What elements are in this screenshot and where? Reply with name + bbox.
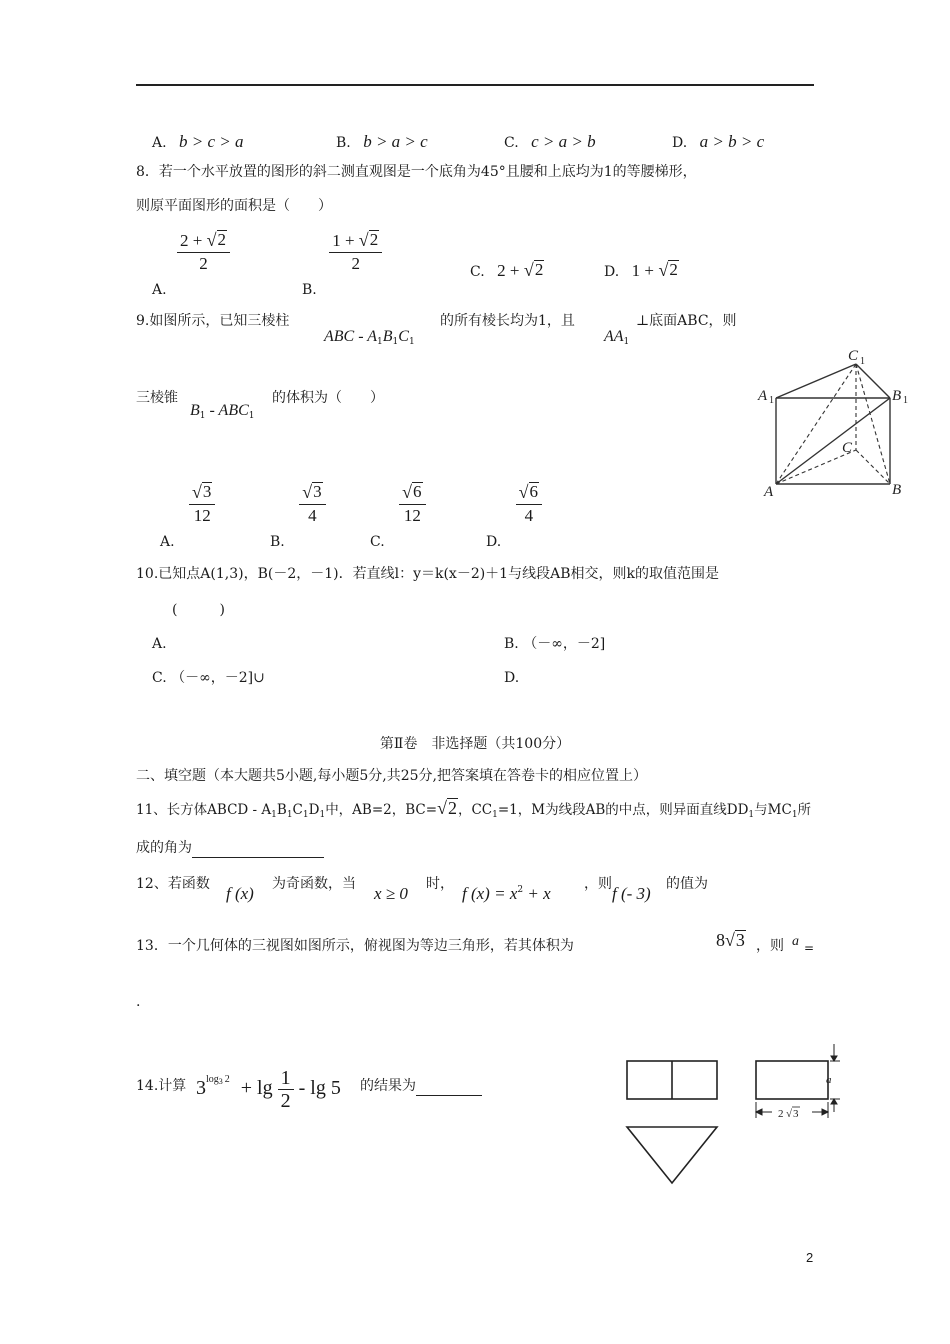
q9-prism-notation: [324, 326, 415, 347]
q12-text5: 的值为: [666, 876, 708, 892]
def-part: f (x) = x: [462, 884, 518, 903]
q14-text1: 14.计算: [136, 1078, 187, 1094]
fraction: [516, 482, 542, 526]
q13-equals: =: [804, 941, 815, 955]
edge-a1c1: [776, 364, 856, 398]
q10-option-d: D.: [504, 670, 520, 686]
edge-text: AA: [604, 328, 624, 345]
q9-stem-text5: 的体积为（ ）: [272, 390, 384, 406]
radicand: 2: [217, 230, 226, 249]
denominator: 4: [524, 506, 534, 525]
numerator-int: 2 +: [180, 231, 203, 250]
option-label: B.: [336, 135, 351, 151]
q11-text: 所: [797, 802, 812, 818]
radicand: 3: [202, 482, 212, 501]
radicand: 6: [529, 482, 539, 501]
header-rule: [136, 84, 814, 86]
sqrt: √ 6: [518, 482, 539, 502]
denominator: 12: [193, 506, 211, 525]
sqrt: √ 2: [358, 230, 379, 250]
q11-text: D: [308, 802, 320, 818]
q9-option-c: [370, 482, 426, 550]
option-label: C.: [470, 264, 485, 280]
option-label: D.: [604, 264, 620, 280]
q14-expression: [196, 1068, 341, 1111]
label-sub: 1: [860, 356, 865, 367]
sqrt: √ 2: [523, 260, 544, 280]
q12-text2: 为奇函数，当: [272, 876, 356, 892]
q11-text: ，CC: [457, 802, 493, 818]
subscript: 1: [492, 810, 498, 820]
q9-pyramid-notation: [190, 400, 255, 421]
q11-text: 11、长方体ABCD - A: [136, 802, 272, 818]
option-value: c > a > b: [531, 132, 596, 151]
q7-option-a: [152, 132, 244, 152]
q10-stem-line1: 10.已知点A(1,3)，B(－2，－1)．若直线l：y＝k(x－2)＋1与线段AB相交，则k的取值范围是: [136, 566, 719, 582]
q11-text: 与MC: [754, 802, 792, 818]
option-label: C.: [504, 135, 519, 151]
page-number: 2: [806, 1250, 814, 1265]
dim-width-radicand: 3: [793, 1108, 799, 1120]
answer-blank[interactable]: [416, 1079, 482, 1096]
subscript: 1: [248, 411, 255, 421]
q9-option-b: [270, 482, 326, 550]
q10-stem-line2: ( ): [172, 602, 225, 618]
label-c: C: [842, 440, 853, 456]
q10-option-a: A.: [152, 636, 167, 652]
option-label: D.: [672, 135, 688, 151]
q12-function-value: f (- 3): [612, 884, 651, 903]
label-b: B: [892, 482, 902, 498]
dim-width-sqrt-sign: √: [786, 1108, 793, 1120]
sqrt: √ 2: [658, 260, 678, 280]
option-label: A.: [160, 534, 175, 550]
radicand: 3: [735, 930, 745, 950]
def-part: + x: [523, 884, 551, 903]
q11-stem-line2: [136, 838, 324, 858]
volume-int: 8: [716, 930, 725, 950]
q11-text: B: [276, 802, 287, 818]
option-value: b > a > c: [363, 132, 428, 151]
fraction: [177, 230, 230, 274]
option-label: B.: [302, 282, 317, 298]
q13-line2: .: [136, 994, 141, 1010]
expr-log-base: 3: [218, 1077, 223, 1087]
q13-variable: a: [792, 934, 799, 949]
expr-part: + lg: [240, 1077, 273, 1100]
radicand: 2: [369, 230, 379, 249]
edge-ac1: [776, 364, 856, 484]
q12-text1: 12、若函数: [136, 876, 210, 892]
section-heading: 二、填空题（本大题共5小题,每小题5分,共25分,把答案填在答卷卡的相应位置上）: [136, 768, 647, 784]
q13-volume: [716, 930, 746, 951]
answer-blank[interactable]: [192, 841, 324, 858]
subscript: 1: [271, 810, 277, 820]
pyramid-part: - ABC: [205, 402, 249, 419]
option-label: B.: [270, 534, 285, 550]
label-sub: 1: [903, 395, 908, 406]
q8-stem-line1: 8．若一个水平放置的图形的斜二测直观图是一个底角为45°且腰和上底均为1的等腰梯形，: [136, 164, 697, 180]
subscript: 1: [377, 337, 383, 347]
q12-definition: [462, 884, 551, 904]
edge-ab1: [776, 398, 890, 484]
denominator: 2: [280, 1090, 291, 1112]
q13-text2: ，则: [756, 938, 784, 954]
pyramid-part: B: [190, 402, 200, 419]
fraction: [299, 482, 325, 526]
q12-condition: x ≥ 0: [374, 884, 408, 903]
prism-part: B: [382, 328, 393, 345]
q11-stem-line1: [136, 798, 811, 825]
option-label: A.: [152, 282, 167, 298]
part2-title: 第Ⅱ卷 非选择题（共100分）: [379, 736, 571, 752]
fraction: [189, 482, 215, 526]
fraction: [278, 1068, 294, 1111]
edge-c1b: [856, 364, 890, 484]
q8-option-b: [302, 230, 382, 298]
q12-function: f (x): [226, 884, 254, 903]
q8-option-a: [152, 230, 230, 298]
q11-text: 成的角为: [136, 840, 192, 856]
sqrt: √ 6: [402, 482, 422, 502]
radicand: 3: [313, 482, 322, 501]
radicand: 2: [669, 260, 678, 279]
option-value: b > c > a: [179, 132, 244, 151]
sqrt: √ 3: [192, 482, 212, 502]
top-view-triangle: [627, 1127, 717, 1183]
q13-stem: 13．一个几何体的三视图如图所示，俯视图为等边三角形，若其体积为: [136, 938, 574, 954]
subscript: 1: [319, 810, 326, 820]
three-view-figure: [620, 1040, 850, 1190]
label-b1: B: [892, 388, 902, 404]
prism-part: C: [398, 328, 409, 345]
side-view: [756, 1061, 828, 1099]
subscript: 1: [408, 337, 415, 347]
q11-text: C: [292, 802, 303, 818]
label-a: A: [764, 484, 774, 500]
subscript: 1: [623, 337, 630, 347]
subscript: 1: [791, 810, 798, 820]
option-value: a > b > c: [699, 132, 765, 151]
radicand: 2: [447, 798, 457, 818]
radicand: 6: [413, 482, 422, 501]
sqrt: √ 2: [437, 798, 457, 818]
sqrt: √ 2: [206, 230, 226, 250]
denominator: 2: [351, 254, 360, 273]
q7-option-d: [672, 132, 764, 152]
q8-option-d: [604, 260, 679, 281]
dim-width-label: 2: [778, 1108, 784, 1120]
label-c1: C: [848, 348, 859, 364]
fraction: [399, 482, 425, 526]
option-int: 2 +: [497, 261, 520, 280]
denominator: 4: [308, 506, 317, 525]
subscript: 1: [748, 810, 755, 820]
sqrt: √ 3: [302, 482, 322, 502]
q9-stem-text3: ⊥底面ABC，则: [636, 313, 737, 329]
label-a1: A: [758, 388, 768, 404]
q12-text3: 时，: [426, 876, 454, 892]
q7-option-c: [504, 132, 596, 152]
expr-log: log: [206, 1074, 219, 1086]
option-label: A.: [152, 135, 167, 151]
q8-option-c: [470, 260, 544, 281]
denominator: 12: [403, 506, 421, 525]
q14-text: 的结果为: [360, 1078, 416, 1094]
subscript: 1: [302, 810, 309, 820]
superscript: 2: [517, 885, 524, 895]
expr-base: 3: [196, 1077, 206, 1100]
radicand: 2: [534, 260, 544, 279]
q11-text: 中，AB=2，BC=: [325, 802, 438, 818]
prism-figure: [756, 340, 916, 500]
q9-stem-text1: 9.如图所示，已知三棱柱: [136, 313, 290, 329]
expr-log-arg: 2: [224, 1074, 230, 1086]
expr-part: - lg 5: [298, 1077, 341, 1100]
q14-text2: [360, 1076, 482, 1096]
subscript: 1: [286, 810, 293, 820]
q9-option-d: [486, 482, 542, 550]
subscript: 1: [392, 337, 399, 347]
numerator-int: 1 +: [332, 231, 355, 250]
subscript: 1: [199, 411, 206, 421]
q9-edge-notation: [604, 326, 629, 347]
q7-option-b: [336, 132, 428, 152]
fraction: [329, 230, 382, 274]
denominator: 2: [199, 254, 208, 273]
option-label: C.: [370, 534, 385, 550]
q12-text4: ，则: [584, 876, 612, 892]
q9-stem-text4: 三棱锥: [136, 390, 178, 406]
option-label: D.: [486, 534, 502, 550]
sqrt: √ 3: [725, 930, 745, 950]
q9-stem-text2: 的所有棱长均为1，且: [440, 313, 575, 329]
option-int: 1 +: [631, 261, 654, 280]
numerator: 1: [278, 1068, 294, 1090]
q8-stem-line2: 则原平面图形的面积是（ ）: [136, 198, 332, 214]
q10-option-c: C. （－∞，－2]∪: [152, 670, 265, 686]
q10-option-b: B. （－∞，－2]: [504, 636, 606, 652]
dim-a-label: a: [826, 1074, 832, 1086]
label-sub: 1: [769, 395, 774, 406]
prism-part: ABC - A: [324, 328, 378, 345]
q11-text: =1，M为线段AB的中点，则异面直线DD: [497, 802, 749, 818]
q9-option-a: [160, 482, 215, 550]
